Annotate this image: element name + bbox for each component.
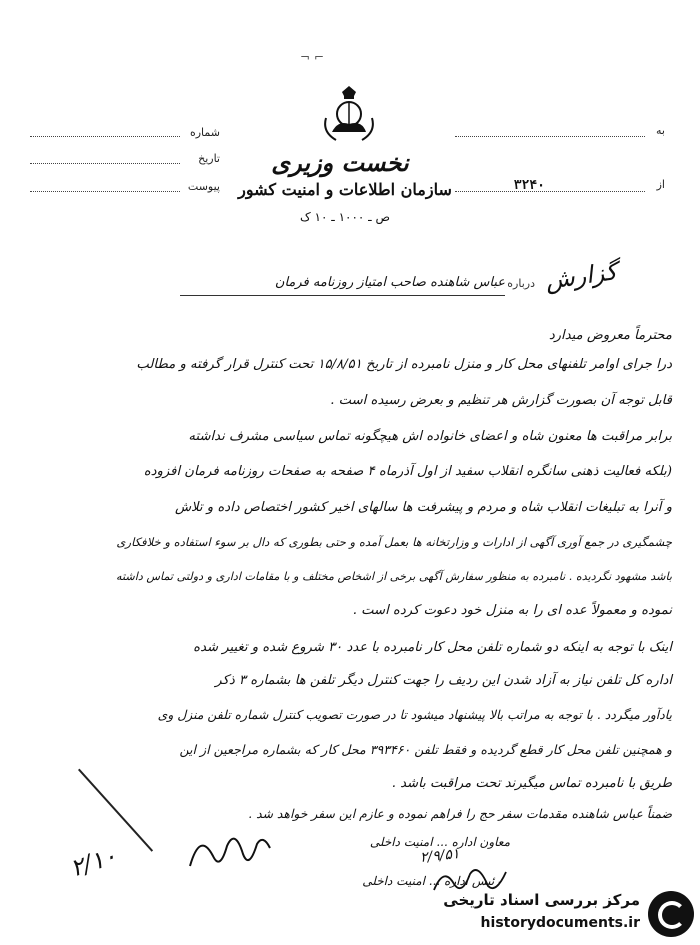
- archive-logo-icon: [648, 891, 694, 937]
- letterhead-code: ص ـ ۱۰۰۰ ـ ۱۰ ک: [299, 210, 391, 224]
- body-line: طریق با نامبرده تماس میگیرند تحت مراقبت باشد .: [391, 776, 672, 791]
- handwritten-signature-icon: [185, 826, 275, 876]
- body-line: قابل توجه آن بصورت گزارش هر تنظیم و بعرض رسیده است .: [330, 393, 672, 408]
- field-attachment-label: پیوست: [187, 180, 220, 193]
- signature-head: رئیس اداره ... امنیت داخلی: [362, 874, 500, 888]
- body-line: درا جرای اوامر تلفنهای محل کار و منزل نامبرده از تاریخ ۱۵/۸/۵۱ تحت کنترل قرار گرفته و مطالب: [136, 357, 672, 372]
- field-from: [455, 178, 665, 198]
- field-to: [455, 124, 665, 144]
- body-line: و همچنین تلفن محل کار قطع گردیده و فقط تلفن ۳۹۳۴۶۰ محل کار که بشماره مراجعین از این: [179, 742, 672, 757]
- body-line: باشد مشهود نگردیده . نامبرده به منظور سفارش آگهی برخی از اشخاص مختلف و با مقامات اداری و دولتی تماس داشته: [115, 570, 672, 583]
- subject-line: [180, 275, 535, 297]
- letterhead-organization: سازمان اطلاعات و امنیت کشور: [238, 180, 452, 199]
- body-line: محترماً معروض میدارد: [548, 328, 672, 343]
- field-from-label: از: [656, 178, 665, 191]
- body-line: (بلکه فعالیت ذهنی سانگره انقلاب سفید از اول آذرماه ۴ صفحه به صفحات روزنامه فرمان افزوده: [143, 464, 672, 479]
- signature-deputy: معاون اداره ... امنیت داخلی: [369, 835, 510, 849]
- field-number-label: شماره: [189, 126, 220, 139]
- watermark-persian: مرکز بررسی اسناد تاریخی: [443, 891, 640, 909]
- field-attachment: [30, 180, 220, 200]
- field-date-line: [30, 163, 180, 164]
- scan-mark: ¬ ⌐: [300, 50, 324, 64]
- archive-watermark: [394, 889, 694, 939]
- body-line: چشمگیری در جمع آوری آگهی از ادارات و وزارتخانه ها بعمل آمده و حتی بطوری که دال بر سوء استفاده و خلافکاری: [116, 535, 672, 549]
- letterhead-title: نخست وزیری: [271, 148, 409, 177]
- signature-date: ۲/۹/۵۱: [419, 845, 461, 867]
- body-line: یادآور میگردد . با توجه به مراتب بالا پیشنهاد میشود تا در صورت تصویب کنترل شماره تلفن منزل وی: [157, 707, 672, 722]
- margin-slash: [78, 769, 153, 852]
- field-date-label: تاریخ: [198, 152, 220, 165]
- subject-label: درباره: [507, 277, 535, 290]
- lion-and-sun-emblem-icon: [318, 84, 380, 146]
- body-line: نموده و معمولاً عده ای را به منزل خود دعوت کرده است .: [352, 603, 672, 618]
- body-line: و آنرا به تبلیغات انقلاب شاه و مردم و پیشرفت ها سالهای اخیر کشور اختصاص داده و تلاش: [174, 500, 672, 515]
- subject-text: عباس شاهنده صاحب امتیاز روزنامه فرمان: [274, 275, 505, 290]
- field-date: [30, 152, 220, 172]
- field-to-label: به: [656, 124, 665, 137]
- watermark-url: historydocuments.ir: [480, 915, 640, 931]
- field-from-value: ۳۲۴۰: [513, 178, 545, 193]
- body-line: اداره کل تلفن نیاز به آزاد شدن این ردیف را جهت کنترل دیگر تلفن ها بشماره ۳ ذکر: [215, 673, 672, 688]
- field-to-line: [455, 136, 645, 137]
- field-number-line: [30, 136, 180, 137]
- subject-underline: [180, 295, 505, 296]
- margin-note: ۲/۱۰: [66, 841, 120, 883]
- document-heading: گزارش: [543, 257, 619, 295]
- field-attachment-line: [30, 191, 180, 192]
- field-from-line: [455, 191, 645, 192]
- closing-line: ضمناً عباس شاهنده مقدمات سفر حج را فراهم نموده و عازم این سفر خواهد شد .: [248, 806, 672, 821]
- body-line: برابر مراقبت ها معنون شاه و اعضای خانواده اش هیچگونه تماس سیاسی مشرف نداشته: [188, 429, 672, 444]
- body-line: اینک با توجه به اینکه دو شماره تلفن محل کار نامبرده با عدد ۳۰ شروع شده و تغییر شده: [193, 640, 672, 655]
